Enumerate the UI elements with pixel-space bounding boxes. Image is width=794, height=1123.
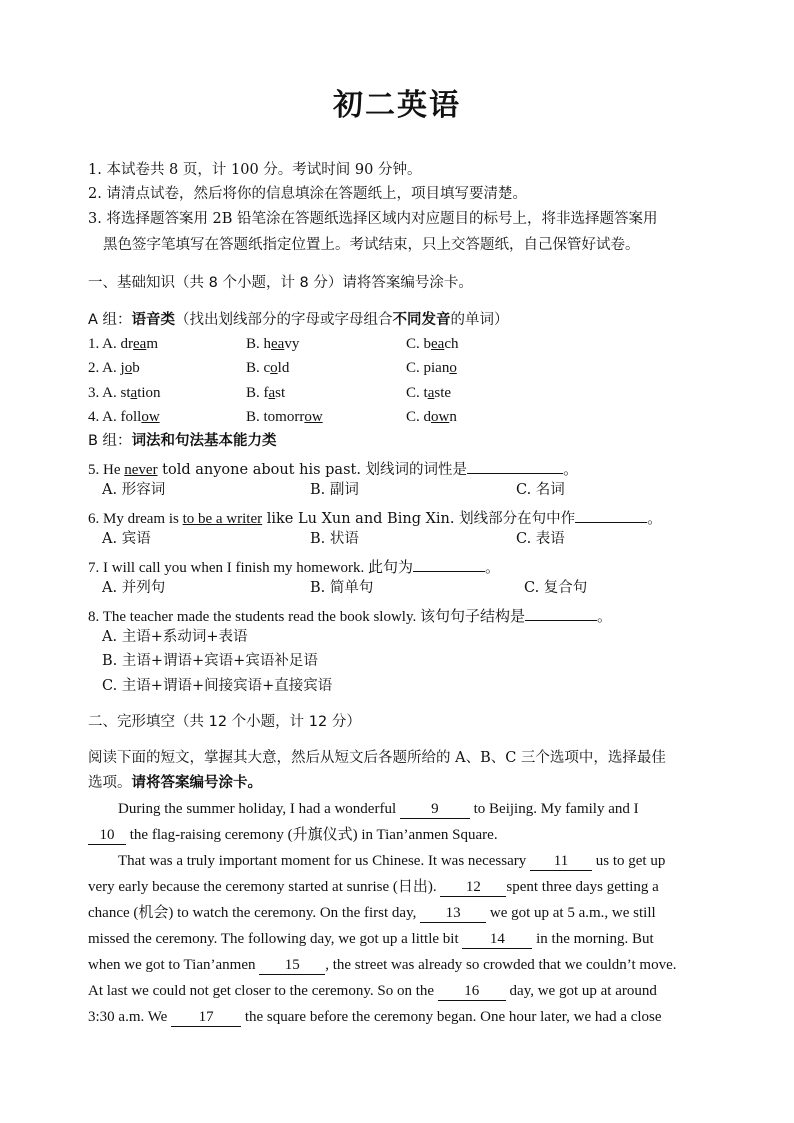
passage-line-8: At last we could not get closer to the ceremony. So on the 16 day, we got up at around bbox=[88, 983, 657, 999]
q4-option-c: C. down bbox=[406, 409, 457, 425]
section1-heading: 一、基础知识（共 8 个小题，计 8 分）请将答案编号涂卡。 bbox=[88, 275, 473, 291]
q8-option-c: C. 主语+谓语+间接宾语+直接宾语 bbox=[102, 678, 333, 694]
question-3 bbox=[88, 383, 688, 403]
passage-line-7: when we got to Tian’anmen 15 , the street was already so crowded that we couldn’t move. bbox=[88, 957, 677, 973]
section2-intro-1: 阅读下面的短文，掌握其大意，然后从短文后各题所给的 A、B、C 三个选项中，选择最佳 bbox=[88, 750, 666, 766]
q5-options bbox=[88, 480, 688, 500]
q1-option-a: 1. A. dream bbox=[88, 336, 158, 352]
passage-line-1: During the summer holiday, I had a wonderful 9 to Beijing. My family and I bbox=[118, 801, 639, 817]
q1-option-c: C. beach bbox=[406, 336, 459, 352]
groupB-title: 词法和句法基本能力类 bbox=[131, 433, 277, 449]
q4-option-b: B. tomorrow bbox=[246, 409, 323, 425]
groupB-heading bbox=[88, 431, 277, 451]
blank-16[interactable]: 16 bbox=[438, 983, 506, 1001]
q6-option-c: C. 表语 bbox=[516, 531, 565, 547]
question-2 bbox=[88, 358, 688, 378]
q7-option-a: A. 并列句 bbox=[102, 580, 166, 596]
q8-answer-blank[interactable] bbox=[525, 603, 597, 621]
q6-answer-blank[interactable] bbox=[575, 505, 647, 523]
q7-option-b: B. 简单句 bbox=[310, 580, 374, 596]
q3-option-b: B. fast bbox=[246, 385, 286, 401]
blank-11[interactable]: 11 bbox=[530, 853, 592, 871]
groupA-desc-bold: 不同发音 bbox=[392, 312, 451, 328]
blank-14[interactable]: 14 bbox=[462, 931, 532, 949]
q5-answer-blank[interactable] bbox=[467, 456, 563, 474]
groupA-desc-post: 的单词） bbox=[450, 312, 509, 328]
instruction-3: 3. 将选择题答案用 2B 铅笔涂在答题纸选择区域内对应题目的标号上，将非选择题答案用 bbox=[88, 211, 658, 227]
blank-10[interactable]: 10 bbox=[88, 827, 126, 845]
q6-option-a: A. 宾语 bbox=[102, 531, 151, 547]
q1-option-b: B. heavy bbox=[246, 336, 300, 352]
q2-option-c: C. piano bbox=[406, 360, 457, 376]
groupB-label: B 组： bbox=[88, 433, 132, 449]
section2-intro-2: 选项。请将答案编号涂卡。 bbox=[88, 775, 262, 791]
groupA-heading bbox=[88, 310, 509, 330]
groupA-desc-pre: （找出划线部分的字母或字母组合 bbox=[175, 312, 393, 328]
question-7: 7. I will call you when I finish my homework. 此句为 。 bbox=[88, 554, 500, 578]
question-5: 5. He never told anyone about his past. 划线词的词性是 。 bbox=[88, 456, 578, 480]
passage-line-2: 10 the flag-raising ceremony (升旗仪式) in Tian’anmen Square. bbox=[88, 825, 498, 845]
blank-17[interactable]: 17 bbox=[171, 1009, 241, 1027]
groupA-title: 语音类 bbox=[131, 312, 176, 328]
passage-line-5: chance (机会) to watch the ceremony. On the first day, 13 we got up at 5 a.m., we still bbox=[88, 905, 656, 921]
section2-intro-bold: 请将答案编号涂卡。 bbox=[131, 775, 262, 791]
q4-option-a: 4. A. follow bbox=[88, 409, 160, 425]
blank-15[interactable]: 15 bbox=[259, 957, 325, 975]
q7-options bbox=[88, 578, 688, 598]
passage-line-3: That was a truly important moment for us Chinese. It was necessary 11 us to get up bbox=[118, 853, 666, 869]
blank-13[interactable]: 13 bbox=[420, 905, 486, 923]
section2-heading: 二、完形填空（共 12 个小题，计 12 分） bbox=[88, 714, 361, 730]
q5-option-c: C. 名词 bbox=[516, 482, 565, 498]
q6-options bbox=[88, 529, 688, 549]
instruction-1: 1. 本试卷共 8 页，计 100 分。考试时间 90 分钟。 bbox=[88, 162, 422, 178]
q2-option-b: B. cold bbox=[246, 360, 290, 376]
q7-answer-blank[interactable] bbox=[413, 554, 485, 572]
question-1 bbox=[88, 334, 688, 354]
instruction-3-cont: 黑色签字笔填写在答题纸指定位置上。考试结束，只上交答题纸，自己保管好试卷。 bbox=[103, 237, 640, 253]
question-6: 6. My dream is to be a writer like Lu Xun and Bing Xin. 划线部分在句中作 。 bbox=[88, 505, 662, 529]
passage-line-6: missed the ceremony. The following day, we got up a little bit 14 in the morning. But bbox=[88, 931, 654, 947]
q7-option-c: C. 复合句 bbox=[524, 580, 588, 596]
question-8: 8. The teacher made the students read the book slowly. 该句句子结构是 。 bbox=[88, 603, 612, 627]
q6-option-b: B. 状语 bbox=[310, 531, 359, 547]
page-title: 初二英语 bbox=[333, 88, 461, 123]
q3-option-c: C. taste bbox=[406, 385, 452, 401]
q5-underlined: never bbox=[124, 462, 158, 478]
question-4 bbox=[88, 407, 688, 427]
q5-option-b: B. 副词 bbox=[310, 482, 359, 498]
groupA-label: A 组： bbox=[88, 312, 132, 328]
instruction-2: 2. 请清点试卷，然后将你的信息填涂在答题纸上，项目填写要清楚。 bbox=[88, 186, 527, 202]
q6-underlined: to be a writer bbox=[182, 511, 263, 527]
passage-line-4: very early because the ceremony started at sunrise (日出). 12 spent three days getting a bbox=[88, 879, 659, 895]
passage-line-9: 3:30 a.m. We 17 the square before the ceremony began. One hour later, we had a close bbox=[88, 1009, 662, 1025]
blank-9[interactable]: 9 bbox=[400, 801, 470, 819]
blank-12[interactable]: 12 bbox=[440, 879, 506, 897]
q8-option-b: B. 主语+谓语+宾语+宾语补足语 bbox=[102, 653, 318, 669]
q3-option-a: 3. A. station bbox=[88, 385, 161, 401]
q8-option-a: A. 主语+系动词+表语 bbox=[102, 629, 248, 645]
q5-option-a: A. 形容词 bbox=[102, 482, 166, 498]
q2-option-a: 2. A. job bbox=[88, 360, 140, 376]
